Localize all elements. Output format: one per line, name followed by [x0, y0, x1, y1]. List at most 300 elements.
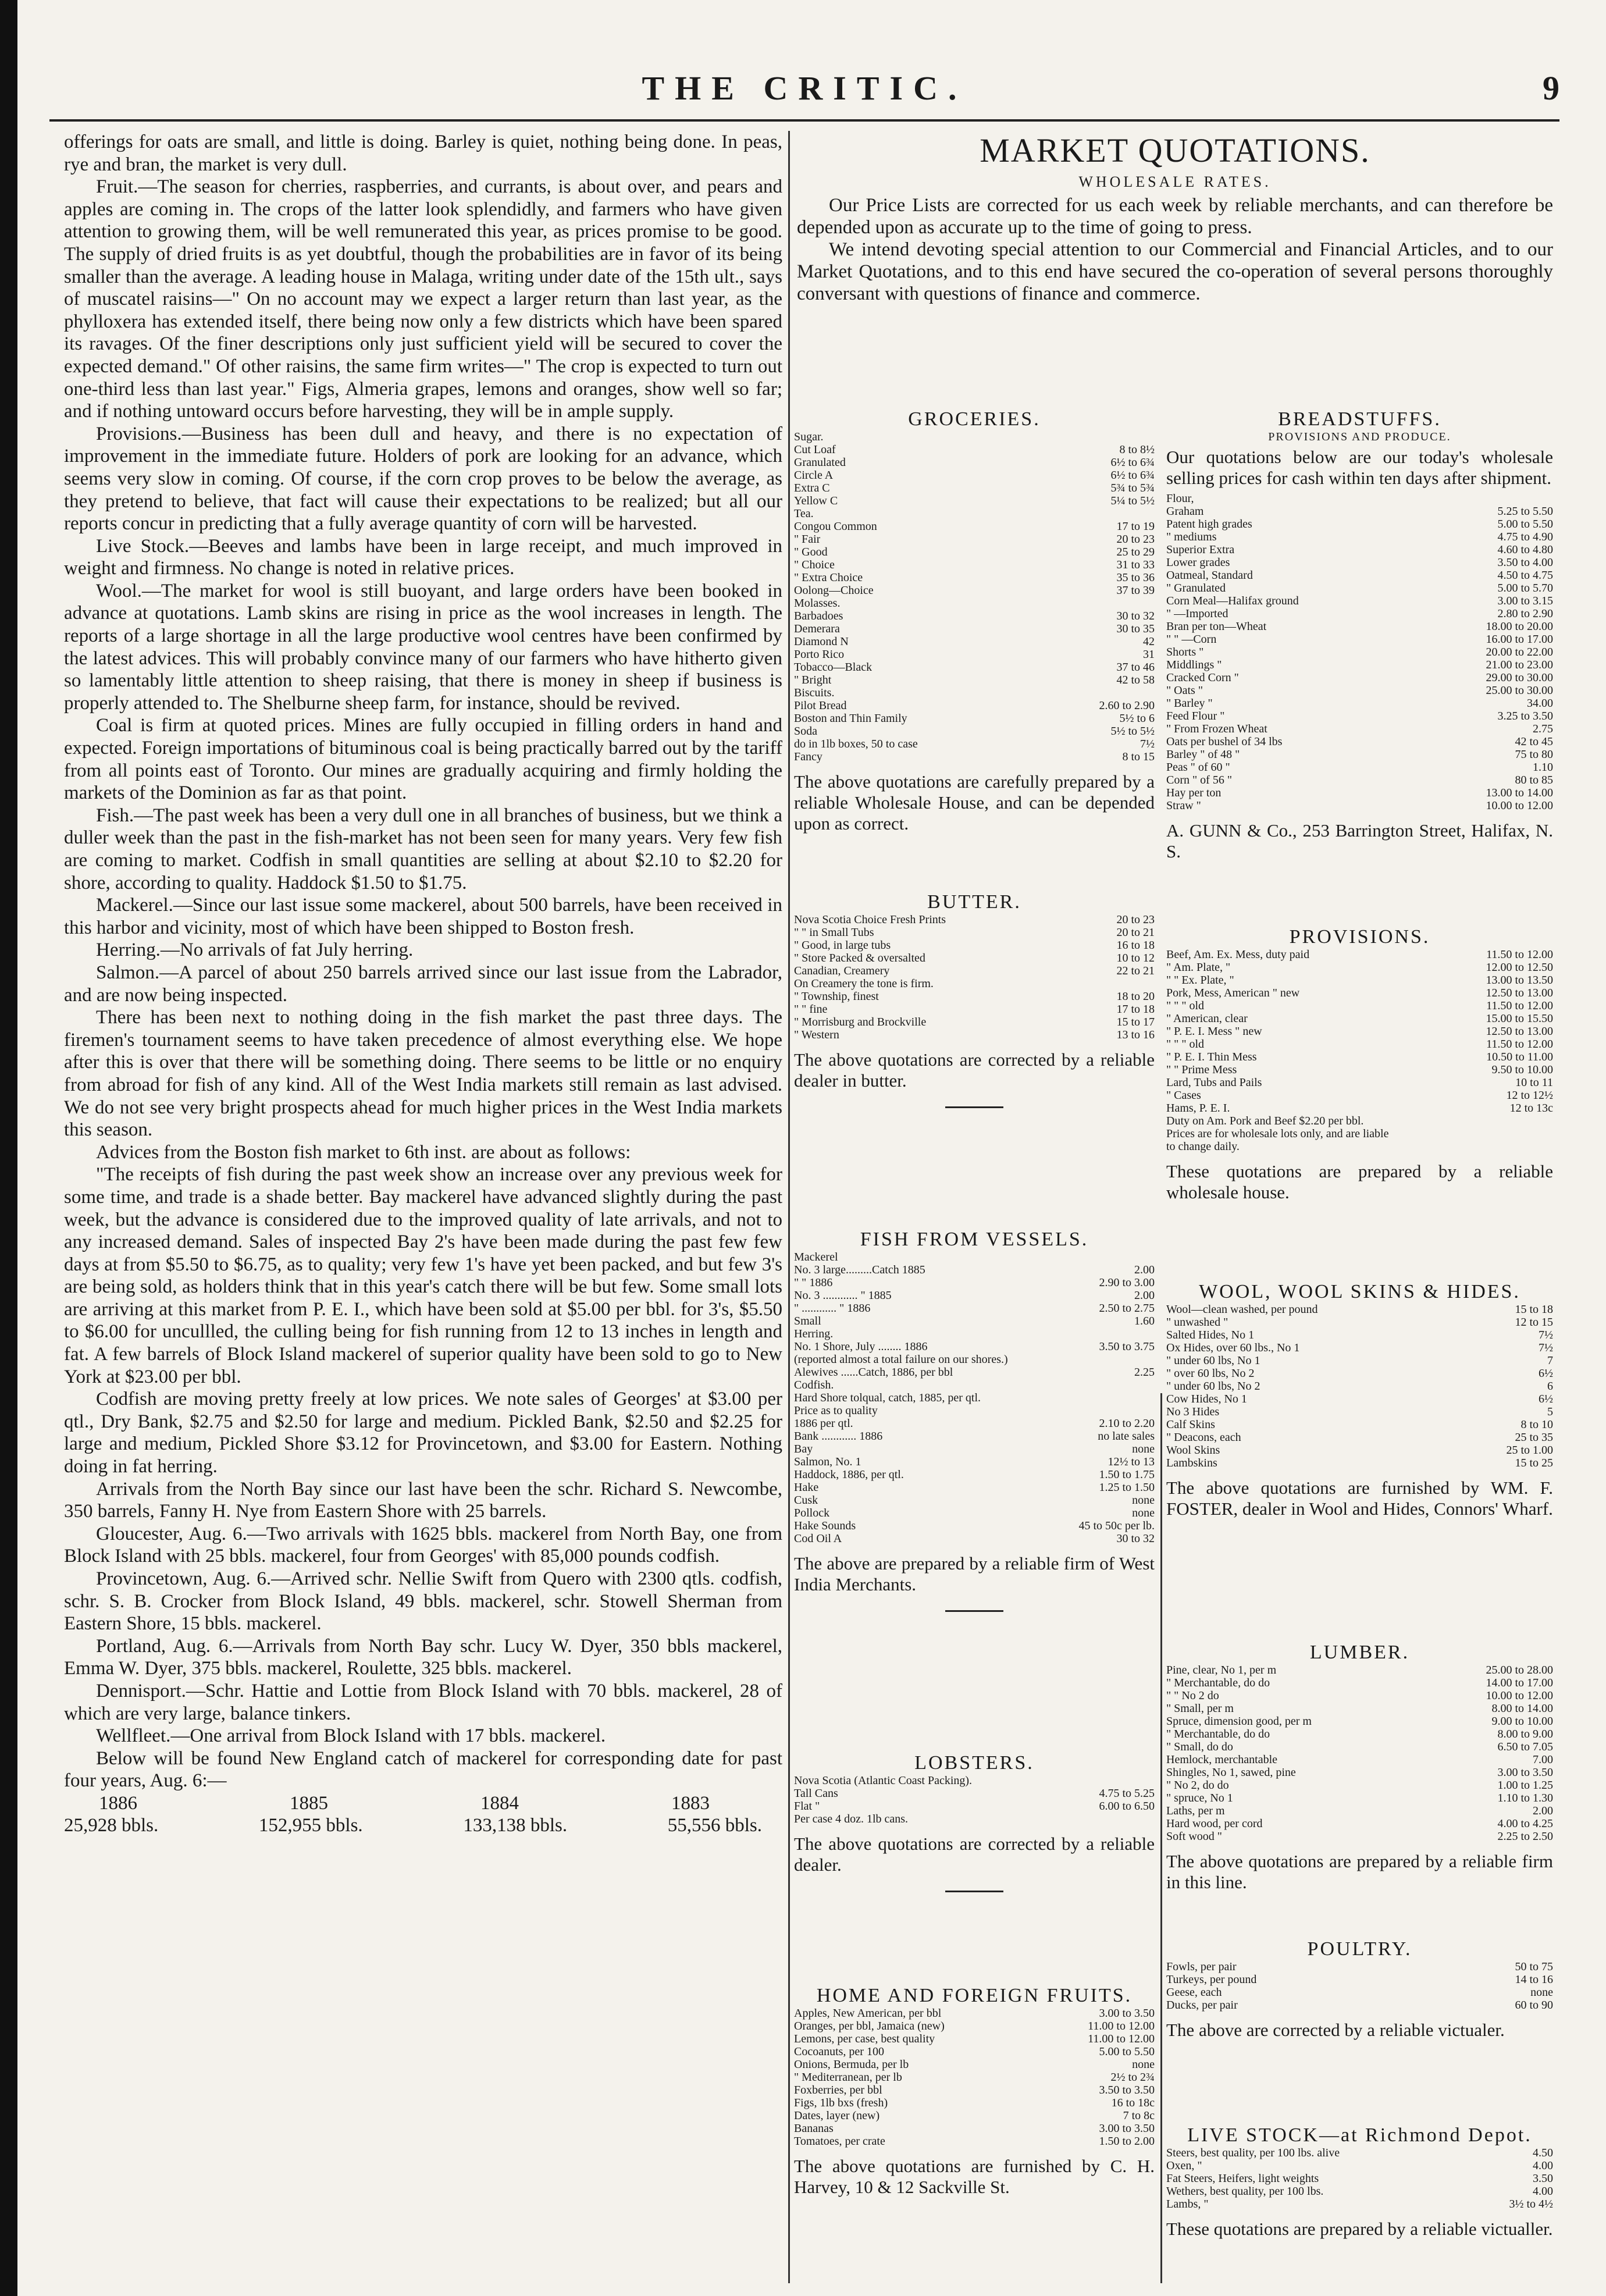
quote-price: 34.00 — [1527, 697, 1553, 710]
section-separator — [945, 1106, 1003, 1108]
quote-item: Steers, best quality, per 100 lbs. alive — [1166, 2147, 1340, 2159]
quote-price: 18.00 to 20.00 — [1486, 620, 1553, 633]
quote-row — [1166, 1779, 1553, 1792]
page-number: 9 — [1543, 69, 1559, 107]
quote-item: " P. E. I. Thin Mess — [1166, 1051, 1257, 1063]
groceries-block — [794, 408, 1155, 834]
quote-price: 8.00 to 9.00 — [1497, 1728, 1553, 1740]
quote-item: Tall Cans — [794, 1787, 838, 1800]
quote-row — [1166, 2172, 1553, 2185]
quote-row — [794, 1404, 1155, 1417]
quote-price — [1151, 686, 1155, 699]
quote-price — [1151, 1327, 1155, 1340]
quote-item: Hake — [794, 1481, 819, 1494]
quote-item: Lard, Tubs and Pails — [1166, 1076, 1262, 1089]
quote-row — [1166, 1380, 1553, 1393]
quote-item: Extra C — [794, 482, 830, 494]
quote-row — [1166, 531, 1553, 543]
quote-row — [1166, 1986, 1553, 1999]
quote-price: 12 to 13c — [1509, 1102, 1553, 1115]
quote-item: Mackerel — [794, 1251, 838, 1263]
quote-row — [794, 1787, 1155, 1800]
quote-item: Nova Scotia Choice Fresh Prints — [794, 913, 946, 926]
quote-row — [794, 939, 1155, 952]
quote-item: " mediums — [1166, 531, 1217, 543]
paragraph: Codfish are moving pretty freely at low prices. We note sales of Georges' at $3.00 per qtl., Dry Bank, $2.75 and $2.50 for large and medium. Pickled Bank, $2.50 and $2.25 for large and medium, Pickled Shore $3.12 for Provincetown, and $3.00 for Eastern. Nothing doing in fat herring. — [64, 1389, 782, 1478]
quote-row — [794, 1263, 1155, 1276]
quote-row — [794, 2096, 1155, 2109]
quote-row — [794, 1379, 1155, 1391]
quote-price: 9.50 to 10.00 — [1491, 1063, 1553, 1076]
quote-row — [794, 750, 1155, 763]
quote-item: Wool Skins — [1166, 1444, 1220, 1457]
quote-price: 14 to 16 — [1515, 1973, 1553, 1986]
quote-row — [794, 443, 1155, 456]
catch-value: 55,556 bbls. — [667, 1814, 762, 1836]
catch-value: 152,955 bbls. — [258, 1814, 363, 1836]
quote-row — [794, 2071, 1155, 2084]
quote-row — [794, 1455, 1155, 1468]
quote-item: Graham — [1166, 505, 1204, 518]
quote-row — [1166, 1830, 1553, 1843]
quote-price: 2½ to 2¾ — [1110, 2071, 1155, 2084]
quote-price: 12 to 12½ — [1506, 1089, 1553, 1102]
quote-price: 42 to 58 — [1116, 674, 1155, 686]
quote-price: 7½ — [1140, 738, 1155, 750]
quote-item: " Mediterranean, per lb — [794, 2071, 902, 2084]
section-title: LIVE STOCK—at Richmond Depot. — [1187, 2124, 1532, 2146]
quote-row — [794, 1800, 1155, 1813]
wool-block — [1166, 1281, 1553, 1519]
quote-row — [1166, 974, 1553, 987]
quote-row — [1166, 1025, 1553, 1038]
quote-item: Hemlock, merchantable — [1166, 1753, 1278, 1766]
quote-price: 3.50 — [1533, 2172, 1553, 2185]
catch-value: 133,138 bbls. — [463, 1814, 568, 1836]
paragraph: Arrivals from the North Bay since our last have been the schr. Richard S. Newcombe, 350 barrels, Fanny H. Nye from Eastern Shore with 25 barrels. — [64, 1478, 782, 1522]
quote-item: Lambs, " — [1166, 2198, 1209, 2210]
quote-item: " Township, finest — [794, 990, 879, 1003]
quote-price: 18 to 20 — [1116, 990, 1155, 1003]
quote-row — [794, 1276, 1155, 1289]
quote-price: 17 to 18 — [1116, 1003, 1155, 1016]
quote-row — [794, 725, 1155, 738]
quote-price: 12.00 to 12.50 — [1486, 961, 1553, 974]
section-title: FISH FROM VESSELS. — [860, 1229, 1089, 1250]
quote-price: 75 to 80 — [1515, 748, 1553, 761]
quote-row — [1166, 1702, 1553, 1715]
quote-row — [1166, 2147, 1553, 2159]
quote-row — [794, 520, 1155, 533]
quote-price: 16 to 18c — [1111, 2096, 1155, 2109]
quote-row — [1166, 556, 1553, 569]
quote-item: Dates, layer (new) — [794, 2109, 880, 2122]
quote-price: 10.00 to 12.00 — [1486, 1689, 1553, 1702]
quote-price: 31 — [1143, 648, 1155, 661]
quote-price: 25 to 29 — [1116, 546, 1155, 558]
quote-item: " Am. Plate, " — [1166, 961, 1231, 974]
quote-price — [1151, 1353, 1155, 1366]
quote-item: Herring. — [794, 1327, 834, 1340]
newspaper-title: THE CRITIC. — [642, 69, 967, 107]
section-note: These quotations are prepared by a reliable wholesale house. — [1166, 1161, 1553, 1202]
quote-item: " American, clear — [1166, 1012, 1248, 1025]
quote-price: 2.10 to 2.20 — [1099, 1417, 1155, 1430]
quote-price: 16 to 18 — [1116, 939, 1155, 952]
quote-item: Fat Steers, Heifers, light weights — [1166, 2172, 1319, 2185]
quote-price: 5.00 to 5.50 — [1099, 2045, 1155, 2058]
quote-item: Bran per ton—Wheat — [1166, 620, 1267, 633]
quote-row — [794, 686, 1155, 699]
paragraph: Mackerel.—Since our last issue some mackerel, about 500 barrels, have been received in this harbor and vicinity, most of which have been shipped to Boston fresh. — [64, 895, 782, 938]
quote-item: Ducks, per pair — [1166, 1999, 1238, 2012]
quote-price: 3.25 to 3.50 — [1497, 710, 1553, 722]
quote-price: 7.00 — [1533, 1753, 1553, 1766]
quote-row — [1166, 710, 1553, 722]
quote-row — [794, 2135, 1155, 2148]
quote-price — [1550, 1127, 1553, 1140]
quote-row — [794, 712, 1155, 725]
quote-row — [794, 964, 1155, 977]
quote-price: 3.50 to 4.00 — [1497, 556, 1553, 569]
quote-price: none — [1132, 1494, 1155, 1507]
quote-row — [1166, 1367, 1553, 1380]
quote-price — [1550, 492, 1553, 505]
quote-row — [1166, 799, 1553, 812]
quote-row — [794, 430, 1155, 443]
quote-item: No. 3 large.........Catch 1885 — [794, 1263, 925, 1276]
quote-row — [794, 952, 1155, 964]
quote-row — [1166, 1804, 1553, 1817]
quote-item: Fancy — [794, 750, 822, 763]
section-title: HOME AND FOREIGN FRUITS. — [816, 1985, 1133, 2006]
quote-price: 13 to 16 — [1116, 1028, 1155, 1041]
quote-row — [1166, 1740, 1553, 1753]
quote-price: 11.00 to 12.00 — [1088, 2020, 1155, 2032]
paragraph: Fruit.—The season for cherries, raspberries, and currants, is about over, and pears and apples are coming in. The crops of the latter look splendidly, and farmers who have given attention to growing them, will be well remunerated this year, as prices promise to be good. The supply of dried fruits is as yet doubtful, though the probabilities are in favor of its being smaller than the average. A leading house in Malaga, writing under date of the 15th ult., says of muscatel raisins—" On no account may we expect a larger return than last year, as the phylloxera has extended itself, there being now only a few districts which have been spared its ravages. Of the finer descriptions only just sufficient yield will be secured to cover the expected demand." Of other raisins, the same firm writes—" The crop is expected to turn out one-third less than last year." Figs, Almeria grapes, lemons and oranges, show well so far; and if nothing untoward occurs before harvesting, they will be in ample supply. — [64, 176, 782, 422]
quote-row — [794, 977, 1155, 990]
quote-price: 8.00 to 14.00 — [1491, 1702, 1553, 1715]
quote-price: 2.25 to 2.50 — [1497, 1830, 1553, 1843]
quote-price: 2.00 — [1134, 1263, 1155, 1276]
quote-price: 37 to 39 — [1116, 584, 1155, 597]
provisions-block — [1166, 926, 1553, 1203]
quote-row — [1166, 543, 1553, 556]
quote-item: Wethers, best quality, per 100 lbs. — [1166, 2185, 1324, 2198]
section-title: PROVISIONS. — [1289, 926, 1430, 948]
quote-row — [1166, 582, 1553, 595]
quote-row — [794, 1417, 1155, 1430]
quote-item: Porto Rico — [794, 648, 845, 661]
quote-item: Peas " of 60 " — [1166, 761, 1230, 774]
quote-item: Soda — [794, 725, 817, 738]
quote-row — [794, 1430, 1155, 1443]
quote-price: 2.00 — [1134, 1289, 1155, 1302]
fish-block — [794, 1229, 1155, 1612]
quote-item: Ox Hides, over 60 lbs., No 1 — [1166, 1341, 1300, 1354]
quote-price: 13.00 to 14.00 — [1486, 786, 1553, 799]
quote-item: Per case 4 doz. 1lb cans. — [794, 1813, 909, 1825]
quote-item: Pilot Bread — [794, 699, 847, 712]
quote-row — [1166, 2185, 1553, 2198]
quote-price: none — [1132, 1443, 1155, 1455]
quote-item: " " —Corn — [1166, 633, 1217, 646]
quote-row — [1166, 1973, 1553, 1986]
quote-row — [1166, 658, 1553, 671]
quote-row — [1166, 1753, 1553, 1766]
quote-price: 20 to 23 — [1116, 533, 1155, 546]
quote-item: Congou Common — [794, 520, 877, 533]
quote-row — [1166, 1728, 1553, 1740]
section-intro: Our quotations below are our today's wholesale selling prices for cash within ten days after shipment. — [1166, 447, 1553, 488]
quote-item: Cow Hides, No 1 — [1166, 1393, 1247, 1405]
catch-year: 1884 — [480, 1792, 519, 1814]
quote-row — [794, 1391, 1155, 1404]
quote-row — [1166, 684, 1553, 697]
quote-item: Straw " — [1166, 799, 1201, 812]
quote-row — [1166, 1999, 1553, 2012]
quote-item: " Good, in large tubs — [794, 939, 891, 952]
quote-row — [1166, 1457, 1553, 1469]
quote-price: 25.00 to 30.00 — [1486, 684, 1553, 697]
quote-item: (reported almost a total failure on our shores.) — [794, 1353, 1008, 1366]
quote-price: 6½ — [1539, 1393, 1553, 1405]
quote-item: " P. E. I. Mess " new — [1166, 1025, 1262, 1038]
quote-row — [1166, 722, 1553, 735]
quote-price: 20 to 21 — [1116, 926, 1155, 939]
quote-item: Molasses. — [794, 597, 841, 610]
quote-row — [794, 1813, 1155, 1825]
quote-price: 15 to 17 — [1116, 1016, 1155, 1028]
quote-price: 14.00 to 17.00 — [1486, 1676, 1553, 1689]
section-note: The above are corrected by a reliable victualer. — [1166, 2020, 1505, 2040]
quote-item: " " " old — [1166, 1038, 1205, 1051]
quote-item: Bay — [794, 1443, 813, 1455]
quote-item: Soft wood " — [1166, 1830, 1222, 1843]
quote-row — [1166, 948, 1553, 961]
quote-item: Corn " of 56 " — [1166, 774, 1232, 786]
quote-price: 8 to 10 — [1520, 1418, 1553, 1431]
quote-price: 8 to 15 — [1122, 750, 1155, 763]
quote-price: 11.50 to 12.00 — [1486, 1038, 1553, 1051]
quote-row — [794, 1353, 1155, 1366]
quote-price: 4.50 — [1533, 2147, 1553, 2159]
quote-item: Tea. — [794, 507, 814, 520]
quote-item: Lambskins — [1166, 1457, 1217, 1469]
quote-row — [1166, 1329, 1553, 1341]
quote-row — [794, 482, 1155, 494]
quote-row — [794, 1494, 1155, 1507]
quote-price: 4.00 — [1533, 2185, 1553, 2198]
quote-row — [794, 2020, 1155, 2032]
quote-price: 5¼ to 5½ — [1110, 494, 1155, 507]
quote-price: 6.50 to 7.05 — [1497, 1740, 1553, 1753]
catch-year: 1883 — [671, 1792, 710, 1814]
quote-price: 2.90 to 3.00 — [1099, 1276, 1155, 1289]
quote-row — [794, 2045, 1155, 2058]
quote-row — [1166, 1038, 1553, 1051]
quote-item: Barley " of 48 " — [1166, 748, 1240, 761]
quote-price: 10 to 12 — [1116, 952, 1155, 964]
quote-item: " spruce, No 1 — [1166, 1792, 1233, 1804]
paragraph: Herring.—No arrivals of fat July herring. — [96, 939, 414, 961]
quote-row — [794, 1289, 1155, 1302]
quote-row — [794, 2058, 1155, 2071]
quote-price: 5.00 to 5.50 — [1497, 518, 1553, 531]
quote-item: Onions, Bermuda, per lb — [794, 2058, 909, 2071]
quote-item: Tobacco—Black — [794, 661, 873, 674]
paragraph: Portland, Aug. 6.—Arrivals from North Bay schr. Lucy W. Dyer, 350 bbls mackerel, Emma W. Dyer, 375 bbls. mackerel, Roulette, 325 bbls. mackerel. — [64, 1635, 782, 1679]
quote-item: Cod Oil A — [794, 1532, 842, 1545]
quote-price: 2.25 — [1134, 1366, 1155, 1379]
quote-row — [1166, 1140, 1553, 1153]
binding-spine — [0, 0, 17, 2296]
quote-row — [794, 2007, 1155, 2020]
market-quotations-header — [797, 131, 1553, 305]
quote-item: Laths, per m — [1166, 1804, 1225, 1817]
quote-price: 37 to 46 — [1116, 661, 1155, 674]
quote-item: " Good — [794, 546, 828, 558]
quote-row — [1166, 735, 1553, 748]
quote-price: none — [1132, 1507, 1155, 1519]
livestock-block — [1166, 2124, 1553, 2240]
quote-row — [794, 635, 1155, 648]
quote-row — [794, 674, 1155, 686]
quote-row — [794, 1028, 1155, 1041]
quote-price: 1.50 to 2.00 — [1099, 2135, 1155, 2148]
quote-price: 6½ to 6¾ — [1110, 469, 1155, 482]
quote-item: Hay per ton — [1166, 786, 1222, 799]
quote-price: 2.75 — [1533, 722, 1553, 735]
quote-item: " Extra Choice — [794, 571, 863, 584]
quote-row — [1166, 774, 1553, 786]
quote-row — [794, 571, 1155, 584]
quote-item: Lower grades — [1166, 556, 1230, 569]
quote-row — [794, 738, 1155, 750]
quote-item: Hams, P. E. I. — [1166, 1102, 1230, 1115]
section-note: The above quotations are furnished by C. H. Harvey, 10 & 12 Sackville St. — [794, 2156, 1155, 2197]
quote-row — [1166, 999, 1553, 1012]
quote-price: 20 to 23 — [1116, 913, 1155, 926]
quote-item: Alewives ......Catch, 1886, per bbl — [794, 1366, 953, 1379]
quote-item: " —Imported — [1166, 607, 1228, 620]
quote-price: 31 to 33 — [1116, 558, 1155, 571]
quote-item: Wool—clean washed, per pound — [1166, 1303, 1318, 1316]
poultry-block — [1166, 1938, 1553, 2041]
quote-row — [1166, 633, 1553, 646]
quote-item: Turkeys, per pound — [1166, 1973, 1257, 1986]
paragraph: Provisions.—Business has been dull and heavy, and there is no expectation of improvement in the immediate future. Holders of pork are looking for an advance, which seems very slow in coming. Of course, if the corn crop proves to be below the average, as they pretend to believe, that fact will cause their expectations to be realized; but all our reports concur in predicting that a fully average quantity of corn will be harvested. — [64, 423, 782, 535]
quote-row — [794, 1468, 1155, 1481]
quote-price: 30 to 35 — [1116, 622, 1155, 635]
header-rule — [49, 119, 1559, 122]
quote-item: Cut Loaf — [794, 443, 836, 456]
quote-item: Apples, New American, per bbl — [794, 2007, 942, 2020]
quote-price: 1.50 to 1.75 — [1099, 1468, 1155, 1481]
quote-price: 15 to 18 — [1515, 1303, 1553, 1316]
quote-item: Sugar. — [794, 430, 824, 443]
quote-row — [1166, 1127, 1553, 1140]
quote-row — [794, 1443, 1155, 1455]
quote-price — [1151, 1774, 1155, 1787]
quote-price: 6½ to 6¾ — [1110, 456, 1155, 469]
quote-row — [794, 1327, 1155, 1340]
quote-item: " From Frozen Wheat — [1166, 722, 1267, 735]
quote-item: Salmon, No. 1 — [794, 1455, 861, 1468]
quote-row — [1166, 1316, 1553, 1329]
quote-price: 35 to 36 — [1116, 571, 1155, 584]
quote-item: Geese, each — [1166, 1986, 1222, 1999]
quote-item: Pollock — [794, 1507, 830, 1519]
quote-item: " Choice — [794, 558, 835, 571]
quote-item: Foxberries, per bbl — [794, 2084, 882, 2096]
quote-price: 1.25 to 1.50 — [1099, 1481, 1155, 1494]
quote-price: 6½ — [1539, 1367, 1553, 1380]
section-title: POULTRY. — [1307, 1938, 1412, 1960]
paragraph: Advices from the Boston fish market to 6th inst. are about as follows: — [96, 1141, 631, 1163]
paragraph: There has been next to nothing doing in the fish market the past three days. The firemen's tournament seems to have taken precedence of almost everything else. We hope after this is over that there will be something doing. There seems to be little or no enquiry from abroad for fish of any kind. All of the West India markets still remain as last advised. We do not see very bright prospects ahead for much higher prices in the West India markets this season. — [64, 1007, 782, 1141]
quote-row — [794, 456, 1155, 469]
quote-item: Bank ............ 1886 — [794, 1430, 883, 1443]
quote-item: " " 1886 — [794, 1276, 833, 1289]
quote-row — [1166, 1766, 1553, 1779]
quote-price — [1151, 507, 1155, 520]
quote-row — [794, 913, 1155, 926]
quote-item: Flat " — [794, 1800, 820, 1813]
catch-values-row — [64, 1814, 762, 1836]
quote-price: 6 — [1547, 1380, 1553, 1393]
quote-item: " Oats " — [1166, 684, 1203, 697]
quote-price: none — [1530, 1986, 1553, 1999]
quote-item: " Western — [794, 1028, 839, 1041]
quote-price — [1151, 1251, 1155, 1263]
quote-price: 15 to 25 — [1515, 1457, 1553, 1469]
quote-row — [1166, 1393, 1553, 1405]
section-title: WOOL, WOOL SKINS & HIDES. — [1199, 1281, 1520, 1302]
quote-price: 5.25 to 5.50 — [1497, 505, 1553, 518]
quote-price: 11.50 to 12.00 — [1486, 948, 1553, 961]
quote-price: 2.50 to 2.75 — [1099, 1302, 1155, 1315]
quote-item: Codfish. — [794, 1379, 834, 1391]
quote-row — [1166, 1676, 1553, 1689]
quote-price: 2.00 — [1533, 1804, 1553, 1817]
quote-price: 1.10 to 1.30 — [1497, 1792, 1553, 1804]
section-note: The above are prepared by a reliable firm of West India Merchants. — [794, 1553, 1155, 1594]
quote-price — [1151, 430, 1155, 443]
quote-row — [1166, 761, 1553, 774]
quote-item: On Creamery the tone is firm. — [794, 977, 934, 990]
paragraph: Live Stock.—Beeves and lambs have been in large receipt, and much improved in weight and firmness. No change is noted in relative prices. — [64, 535, 782, 579]
quote-price: 3.00 to 3.50 — [1099, 2122, 1155, 2135]
quote-row — [1166, 505, 1553, 518]
quote-item: " Cases — [1166, 1089, 1201, 1102]
quote-row — [1166, 1102, 1553, 1115]
quote-item: " Barley " — [1166, 697, 1213, 710]
quote-item: Hard wood, per cord — [1166, 1817, 1263, 1830]
quote-price: 5.00 to 5.70 — [1497, 582, 1553, 595]
quote-price — [1151, 1813, 1155, 1825]
quote-price: 6.00 to 6.50 — [1099, 1800, 1155, 1813]
quote-item: Middlings " — [1166, 658, 1222, 671]
quote-item: Shorts " — [1166, 646, 1204, 658]
paragraph: Wool.—The market for wool is still buoyant, and large orders have been booked in advance at quotations. Lamb skins are rising in price as the wool increases in length. The reports of a large shortage in all the large productive wool centres have been confirmed by the latest advices. This will probably convince many of our farmers who have hitherto given so lamentably little attention to sheep raising, that there is money in sheep if business is properly attended to. The Shelburne sheep farm, for instance, should be revived. — [64, 580, 782, 714]
quote-row — [1166, 620, 1553, 633]
quote-item: " Deacons, each — [1166, 1431, 1241, 1444]
quote-row — [1166, 1444, 1553, 1457]
quote-price: 13.00 to 13.50 — [1486, 974, 1553, 987]
quote-item: 1886 per qtl. — [794, 1417, 853, 1430]
section-title: LUMBER. — [1309, 1642, 1410, 1663]
